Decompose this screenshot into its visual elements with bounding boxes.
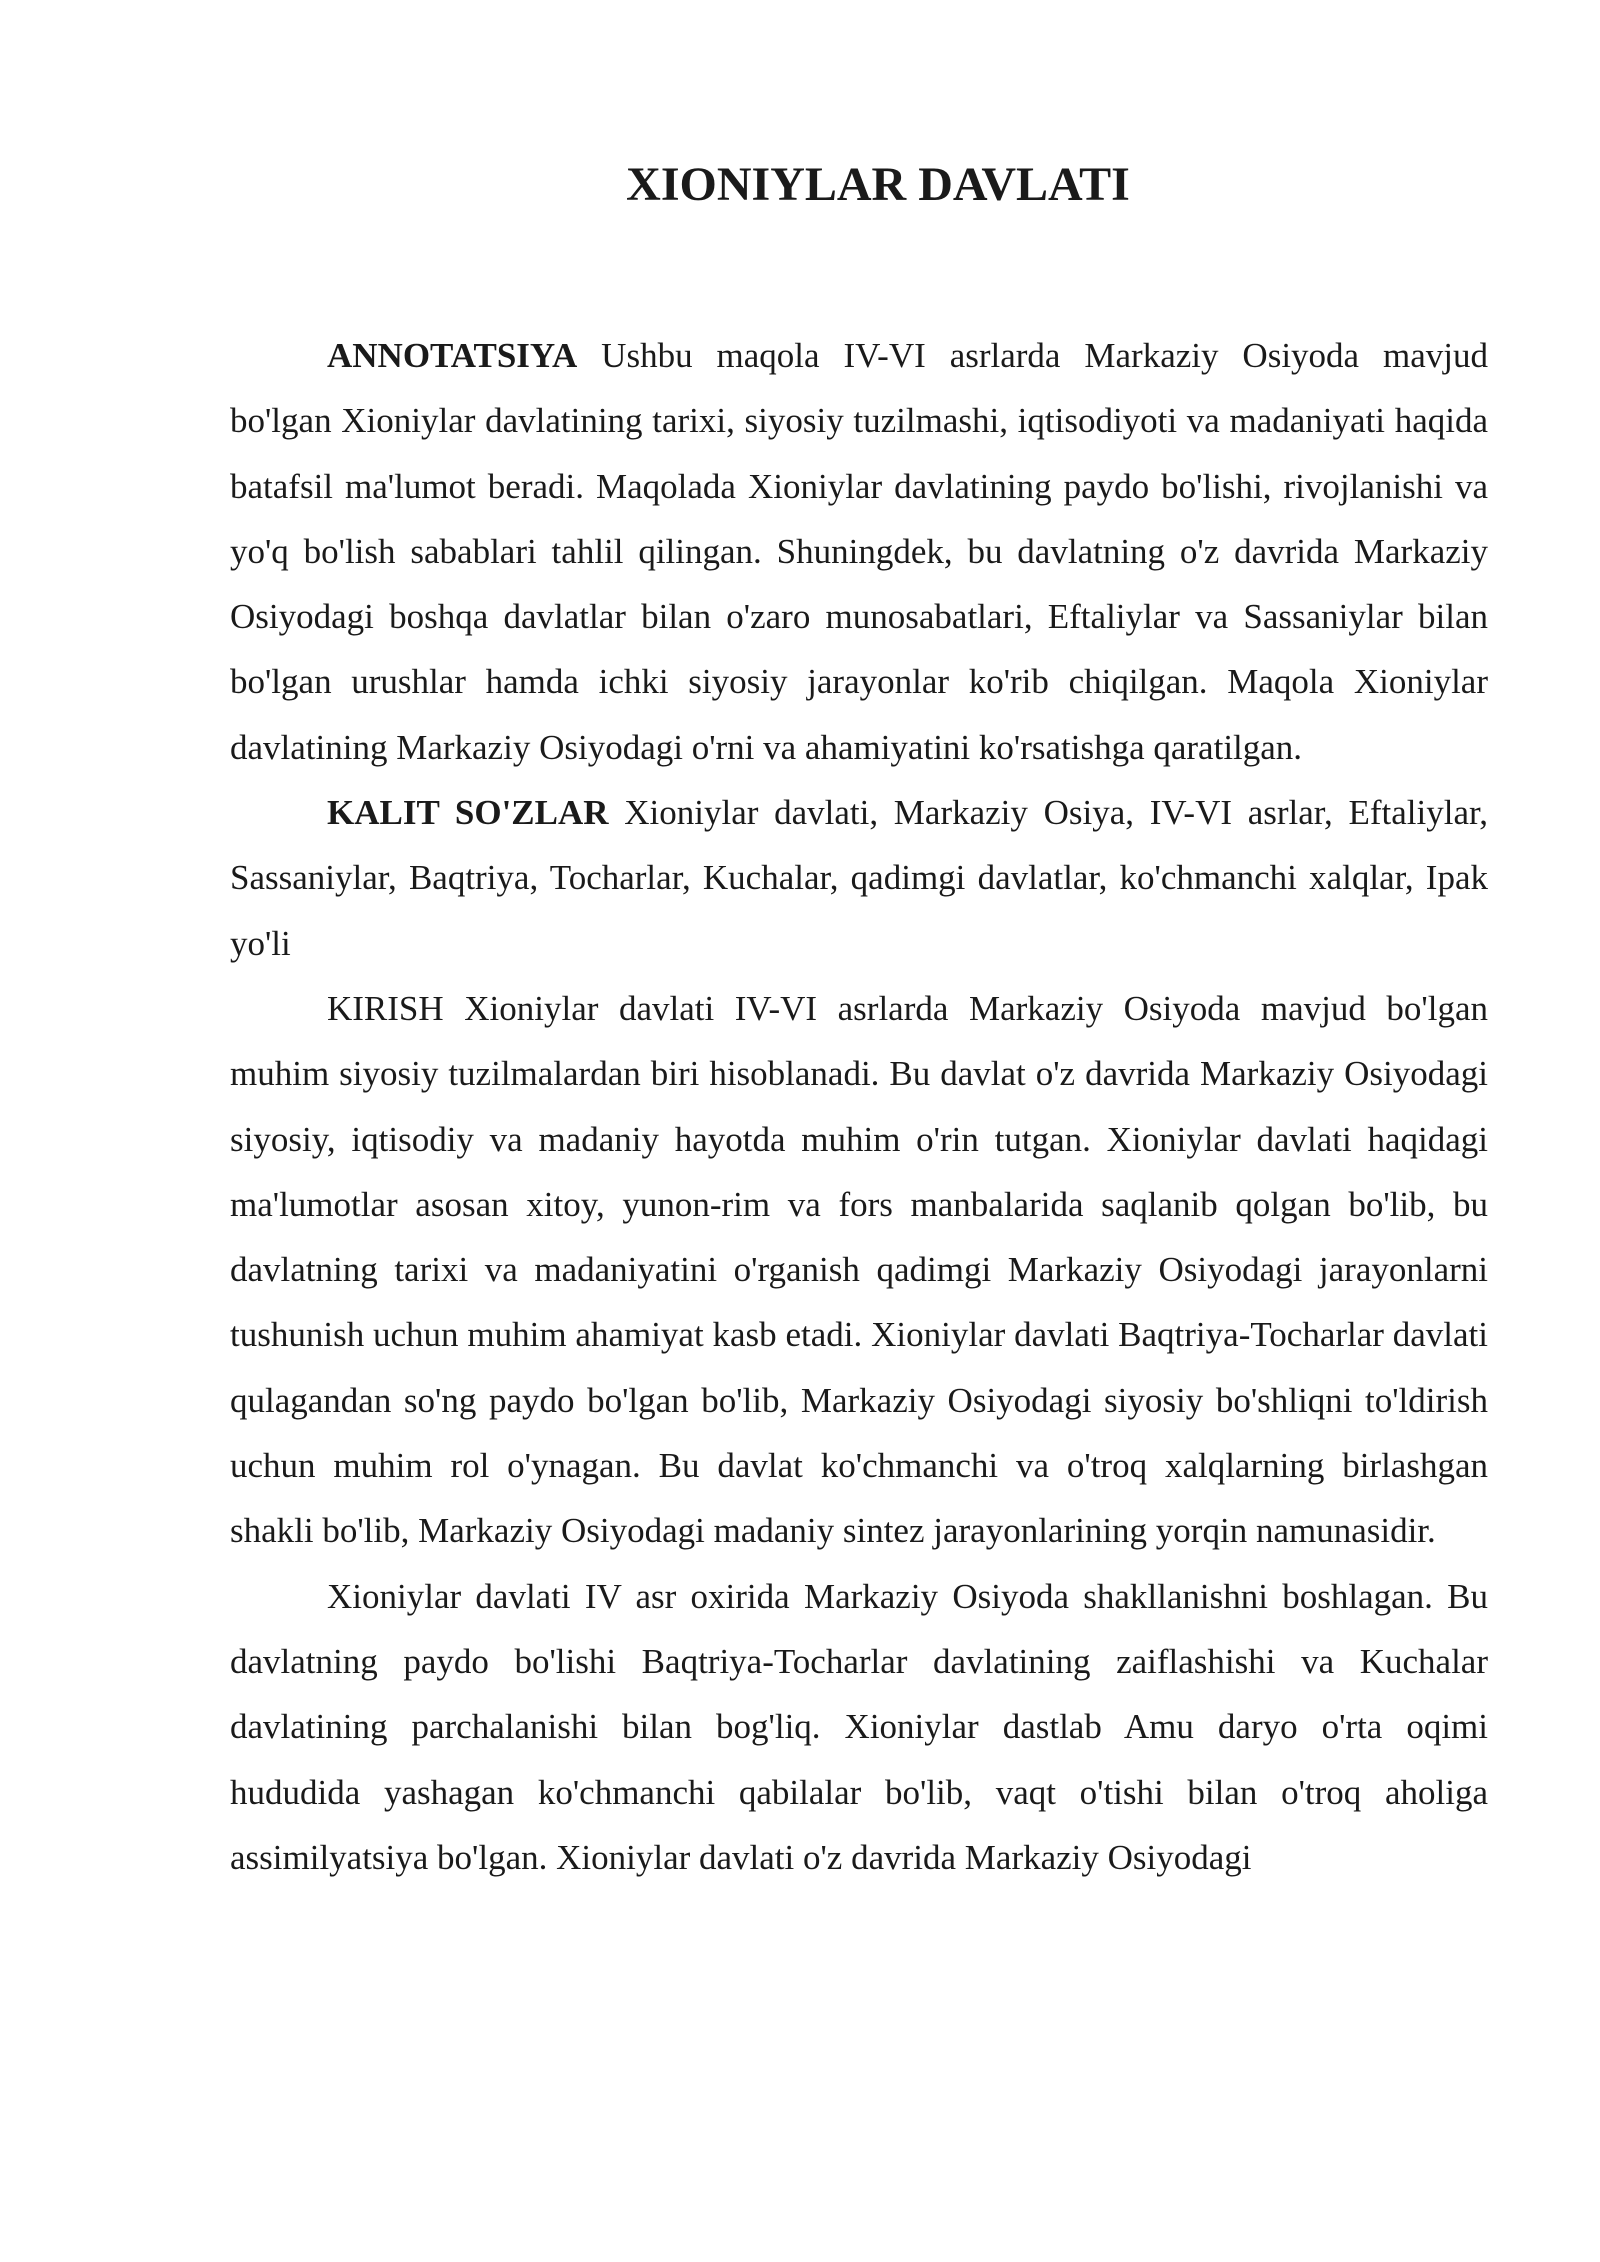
introduction-paragraph: KIRISH Xioniylar davlati IV-VI asrlarda Markaziy Osiyoda mavjud bo'lgan muhim siyosiy tuzilmalardan biri hisoblanadi. Bu davlat o'z davrida Markaziy Osiyodagi siyosiy, iqtisodiy va madaniy hayotda muhim o'rin tutgan. Xioniylar davlati haqidagi ma'lumotlar asosan xitoy, yunon-rim va fors manbalarida saqlanib qolgan bo'lib, bu davlatning tarixi va madaniyatini o'rganish qadimgi Markaziy Osiyodagi jarayonlarni tushunish uchun muhim ahamiyat kasb etadi. Xioniylar davlati Baqtriya-Tocharlar davlati qulagandan so'ng paydo bo'lgan bo'lib, Markaziy Osiyodagi siyosiy bo'shliqni to'ldirish uchun muhim rol o'ynagan. Bu davlat ko'chmanchi va o'troq xalqlarning birlashgan shakli bo'lib, Markaziy Osiyodagi madaniy sintez jarayonlarining yorqin namunasidir. [230, 988, 1488, 1551]
document-title: XIONIYLAR DAVLATI [626, 158, 1130, 211]
keywords-text: Xioniylar davlati, Markaziy Osiya, IV-VI asrlar, Eftaliylar, Sassaniylar, Baqtriya, Tocharlar, Kuchalar, qadimgi davlatlar, ko'chmanchi xalqlar, Ipak yo'li [230, 793, 1488, 963]
keywords-paragraph [230, 780, 1488, 976]
origin-paragraph: Xioniylar davlati IV asr oxirida Markaziy Osiyoda shakllanishni boshlagan. Bu davlatning paydo bo'lishi Baqtriya-Tocharlar davlatining zaiflashishi va Kuchalar davlatining parchalanishi bilan bog'liq. Xioniylar dastlab Amu daryo o'rta oqimi hududida yashagan ko'chmanchi qabilalar bo'lib, vaqt o'tishi bilan o'troq aholiga assimilyatsiya bo'lgan. Xioniylar davlati o'z davrida Markaziy Osiyodagi [230, 1576, 1488, 1877]
annotation-label: ANNOTATSIYA [327, 336, 578, 375]
keywords-label: KALIT SO'ZLAR [327, 793, 609, 833]
annotation-text: Ushbu maqola IV-VI asrlarda Markaziy Osiyoda mavjud bo'lgan Xioniylar davlatining tarixi, siyosiy tuzilmashi, iqtisodiyoti va madaniyati haqida batafsil ma'lumot beradi. Maqolada Xioniylar davlatining paydo bo'lishi, rivojlanishi va yo'q bo'lish sabablari tahlil qilingan. Shuningdek, bu davlatning o'z davrida Markaziy Osiyodagi boshqa davlatlar bilan o'zaro munosabatlari, Eftaliylar va Sassaniylar bilan bo'lgan urushlar hamda ichki siyosiy jarayonlar ko'rib chiqilgan. Maqola Xioniylar davlatining Markaziy Osiyodagi o'rni va ahamiyatini ko'rsatishga qaratilgan. [230, 336, 1488, 767]
annotation-paragraph [230, 323, 1488, 780]
document-body [230, 323, 1488, 1890]
